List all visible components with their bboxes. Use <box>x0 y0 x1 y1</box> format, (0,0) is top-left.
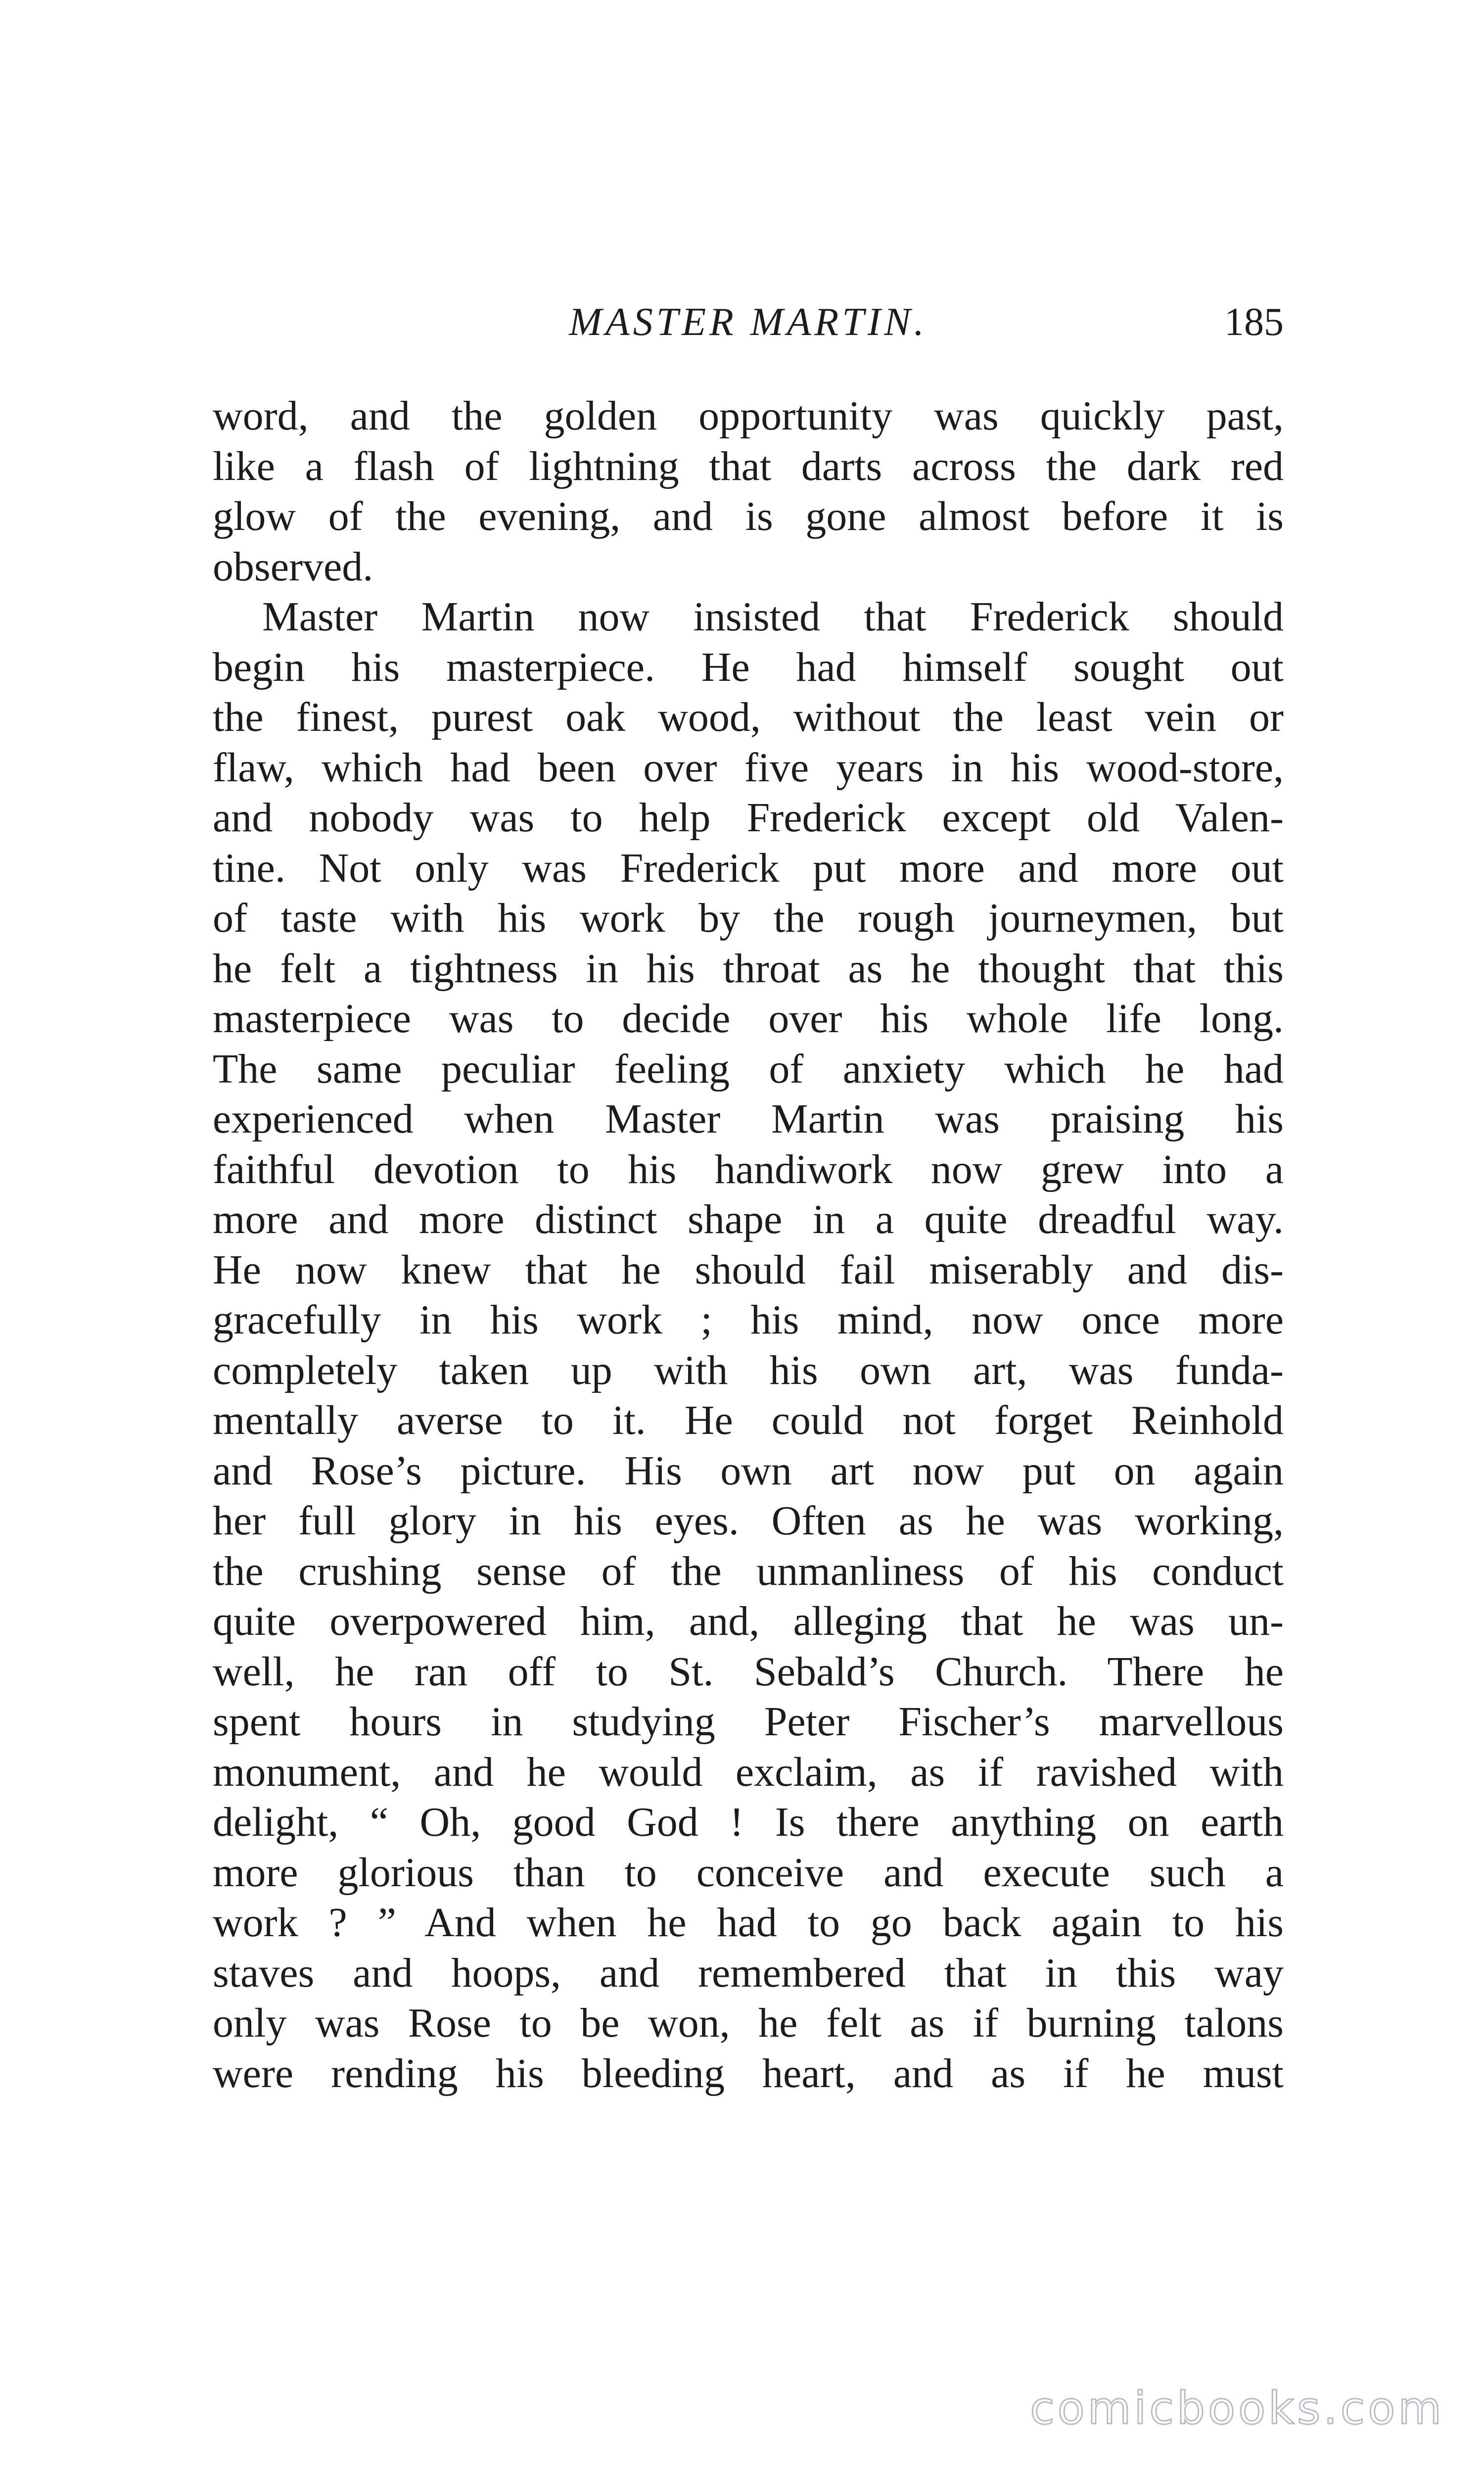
text-line: like a flash of lightning that darts across the dark red <box>213 443 1284 489</box>
text-line: faithful devotion to his handiwork now grew into a <box>213 1146 1284 1192</box>
text-line: glow of the evening, and is gone almost before it is <box>213 493 1284 539</box>
text-line: masterpiece was to decide over his whole life long. <box>213 996 1284 1042</box>
text-line: well, he ran off to St. Sebald’s Church. There he <box>213 1648 1284 1695</box>
text-line: gracefully in his work ; his mind, now once more <box>213 1297 1284 1343</box>
text-line: delight, “ Oh, good God ! Is there anything on earth <box>213 1799 1284 1845</box>
text-line: only was Rose to be won, he felt as if burning talons <box>213 2000 1284 2046</box>
text-line: were rending his bleeding heart, and as if he must <box>213 2050 1284 2096</box>
text-line: Master Martin now insisted that Frederick should <box>262 594 1284 640</box>
text-line: begin his masterpiece. He had himself sought out <box>213 644 1284 690</box>
text-line: spent hours in studying Peter Fischer’s marvellous <box>213 1699 1284 1745</box>
text-line: observed. <box>213 543 373 590</box>
text-line: The same peculiar feeling of anxiety which he had <box>213 1046 1284 1092</box>
text-line: tine. Not only was Frederick put more and more out <box>213 845 1284 891</box>
text-line: word, and the golden opportunity was quickly past, <box>213 393 1284 439</box>
text-line: work ? ” And when he had to go back again to his <box>213 1900 1284 1946</box>
text-line: staves and hoops, and remembered that in this way <box>213 1950 1284 1996</box>
text-line: quite overpowered him, and, alleging that he was un- <box>213 1598 1284 1644</box>
text-line: mentally averse to it. He could not forget Reinhold <box>213 1397 1284 1443</box>
text-line: of taste with his work by the rough journeymen, but <box>213 895 1284 941</box>
text-line: flaw, which had been over five years in his wood-store, <box>213 744 1284 791</box>
text-line: her full glory in his eyes. Often as he was working, <box>213 1498 1284 1544</box>
text-line: monument, and he would exclaim, as if ravished with <box>213 1749 1284 1795</box>
text-line: experienced when Master Martin was praising his <box>213 1096 1284 1142</box>
text-line: He now knew that he should fail miserably and dis- <box>213 1246 1284 1293</box>
running-head <box>213 295 1284 349</box>
text-line: and nobody was to help Frederick except old Valen- <box>213 795 1284 841</box>
text-line: completely taken up with his own art, was funda- <box>213 1347 1284 1393</box>
text-line: the crushing sense of the unmanliness of his conduct <box>213 1548 1284 1594</box>
text-line: the finest, purest oak wood, without the least vein or <box>213 694 1284 740</box>
running-title: MASTER MARTIN. <box>569 300 928 344</box>
text-line: more and more distinct shape in a quite dreadful way. <box>213 1196 1284 1242</box>
body-text <box>213 391 1284 2098</box>
watermark: comicbooks.com <box>1030 2382 1444 2434</box>
text-line: he felt a tightness in his throat as he thought that this <box>213 945 1284 992</box>
text-line: more glorious than to conceive and execute such a <box>213 1849 1284 1896</box>
text-line: and Rose’s picture. His own art now put on again <box>213 1447 1284 1494</box>
page-number: 185 <box>1224 300 1284 344</box>
